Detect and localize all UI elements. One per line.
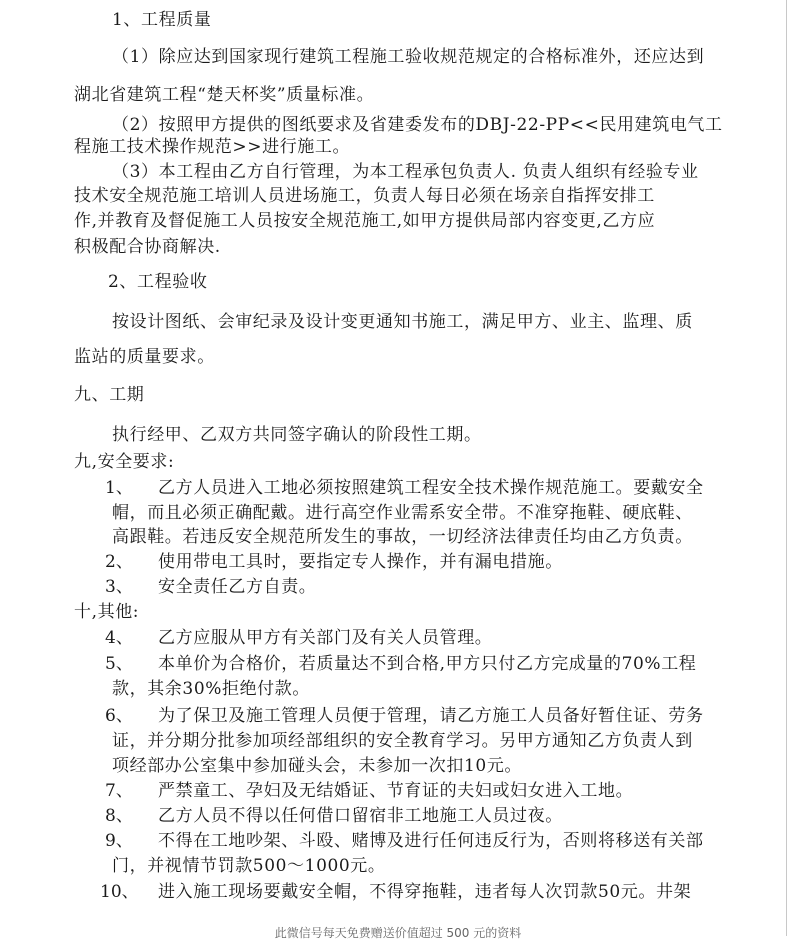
quality-clause-2-line-1: （2）按照甲方提供的图纸要求及省建委发布的DBJ-22-PP<<民用建筑电气工: [112, 115, 723, 135]
period-text: 执行经甲、乙双方共同签字确认的阶段性工期。: [112, 425, 482, 445]
other-item-4-number: 4、: [105, 628, 133, 648]
safety-item-1-line-1: 乙方人员进入工地必须按照建筑工程安全技术操作规范施工。要戴安全: [158, 478, 704, 498]
other-item-7-line-1: 严禁童工、孕妇及无结婚证、节育证的夫妇或妇女进入工地。: [158, 781, 634, 801]
section-heading-other: 十,其他:: [74, 602, 140, 622]
section-heading-acceptance: 2、工程验收: [108, 272, 208, 292]
safety-item-3-number: 3、: [105, 577, 133, 597]
quality-clause-1-line-2: 湖北省建筑工程“楚天杯奖”质量标准。: [74, 85, 375, 105]
other-item-7-number: 7、: [105, 781, 133, 801]
safety-item-1-line-3: 高跟鞋。若违反安全规范所发生的事故，一切经济法律责任均由乙方负责。: [112, 527, 693, 547]
other-item-4-line-1: 乙方应服从甲方有关部门及有关人员管理。: [158, 628, 493, 648]
quality-clause-3-line-3: 作,并教育及督促施工人员按安全规范施工,如甲方提供局部内容变更,乙方应: [74, 211, 656, 231]
quality-clause-2-line-2: 程施工技术操作规范>>进行施工。: [74, 137, 351, 157]
safety-item-2-number: 2、: [105, 552, 133, 572]
other-item-5-line-2: 款，其余30%拒绝付款。: [112, 679, 310, 699]
quality-clause-3-line-1: （3）本工程由乙方自行管理，为本工程承包负责人. 负责人组织有经验专业: [112, 162, 699, 182]
other-item-9-line-1: 不得在工地吵架、斗殴、赌博及进行任何违反行为，否则将移送有关部: [158, 831, 704, 851]
other-item-9-line-2: 门，并视情节罚款500～1000元。: [112, 856, 386, 876]
other-item-8-line-1: 乙方人员不得以任何借口留宿非工地施工人员过夜。: [158, 806, 563, 826]
footer-watermark-text: 此微信号每天免费赠送价值超过 500 元的资料: [274, 926, 522, 940]
quality-clause-3-line-2: 技术安全规范施工培训人员进场施工，负责人每日必须在场亲自指挥安排工: [74, 186, 655, 206]
quality-clause-3-line-4: 积极配合协商解决.: [74, 237, 221, 257]
other-item-6-line-3: 项经部办公室集中参加碰头会，未参加一次扣10元。: [112, 756, 523, 776]
page-edge-divider: [786, 0, 787, 936]
section-heading-period: 九、工期: [74, 385, 145, 405]
section-heading-quality: 1、工程质量: [112, 10, 212, 30]
safety-item-2-line-1: 使用带电工具时，要指定专人操作，并有漏电措施。: [158, 552, 563, 572]
acceptance-line-2: 监站的质量要求。: [74, 347, 215, 367]
other-item-5-line-1: 本单价为合格价，若质量达不到合格,甲方只付乙方完成量的70%工程: [158, 654, 697, 674]
other-item-6-number: 6、: [105, 706, 133, 726]
safety-item-1-number: 1、: [105, 478, 133, 498]
acceptance-line-1: 按设计图纸、会审纪录及设计变更通知书施工，满足甲方、业主、监理、质: [112, 312, 693, 332]
section-heading-safety: 九,安全要求:: [74, 452, 175, 472]
other-item-10-line-1: 进入施工现场要戴安全帽，不得穿拖鞋，违者每人次罚款50元。井架: [158, 882, 692, 902]
other-item-8-number: 8、: [105, 806, 133, 826]
other-item-10-number: 10、: [100, 882, 139, 902]
other-item-6-line-1: 为了保卫及施工管理人员便于管理，请乙方施工人员备好暂住证、劳务: [158, 706, 704, 726]
other-item-5-number: 5、: [105, 654, 133, 674]
other-item-9-number: 9、: [105, 831, 133, 851]
quality-clause-1-line-1: （1）除应达到国家现行建筑工程施工验收规范规定的合格标准外，还应达到: [112, 47, 705, 67]
safety-item-3-line-1: 安全责任乙方自责。: [158, 577, 317, 597]
safety-item-1-line-2: 帽，而且必须正确配戴。进行高空作业需系安全带。不准穿拖鞋、硬底鞋、: [112, 503, 693, 523]
other-item-6-line-2: 证，并分期分批参加项经部组织的安全教育学习。另甲方通知乙方负责人到: [112, 731, 693, 751]
